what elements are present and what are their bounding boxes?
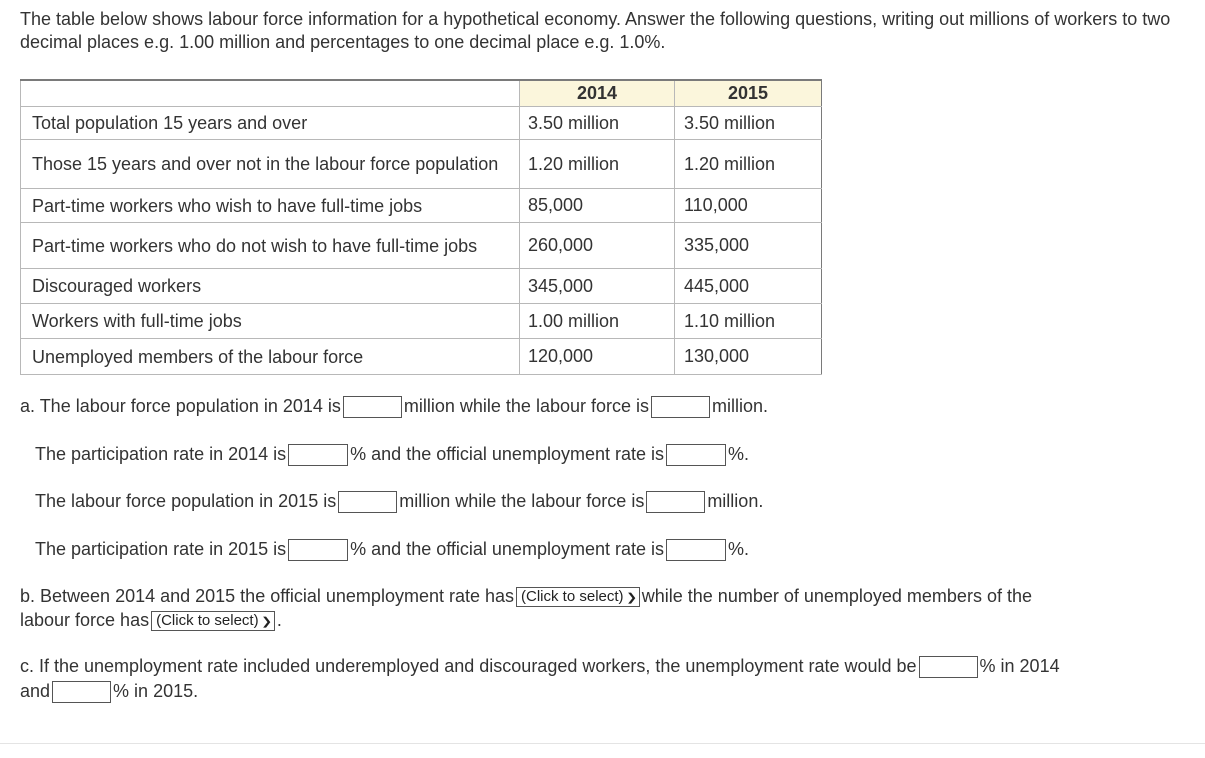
question-b-line-1 — [20, 585, 1032, 607]
table-row — [21, 189, 822, 223]
value-2015: 3.50 million — [675, 107, 822, 140]
unemployment-rate-2015-input[interactable] — [666, 539, 726, 561]
row-label: Unemployed members of the labour force — [21, 339, 520, 375]
broad-unemployment-rate-2014-input[interactable] — [919, 656, 978, 678]
question-a-line-4 — [35, 538, 749, 561]
value-2015: 445,000 — [675, 269, 822, 304]
row-label: Part-time workers who wish to have full-time jobs — [21, 189, 520, 223]
value-2015: 1.10 million — [675, 304, 822, 339]
row-label: Part-time workers who do not wish to have full-time jobs — [21, 223, 520, 269]
value-2014: 345,000 — [520, 269, 675, 304]
value-2015: 1.20 million — [675, 140, 822, 189]
question-text: million. — [707, 491, 764, 511]
chevron-down-icon: ❯ — [260, 616, 272, 629]
unemployment-rate-change-select[interactable] — [516, 587, 640, 607]
labour-force-2015-input[interactable] — [646, 491, 705, 513]
lf-population-2014-input[interactable] — [343, 396, 402, 418]
row-label: Discouraged workers — [21, 269, 520, 304]
divider — [0, 743, 1205, 744]
question-text: %. — [728, 539, 750, 559]
value-2014: 120,000 — [520, 339, 675, 375]
chevron-down-icon: ❯ — [625, 592, 637, 605]
value-2014: 3.50 million — [520, 107, 675, 140]
table-header-2015: 2015 — [675, 80, 822, 107]
row-label: Total population 15 years and over — [21, 107, 520, 140]
broad-unemployment-rate-2015-input[interactable] — [52, 681, 111, 703]
question-text: c. If the unemployment rate included underemployed and discouraged workers, the unemployment rate would be — [20, 656, 917, 676]
table-row — [21, 269, 822, 304]
value-2015: 335,000 — [675, 223, 822, 269]
question-text: a. The labour force population in 2014 is — [20, 396, 341, 416]
value-2014: 260,000 — [520, 223, 675, 269]
value-2015: 130,000 — [675, 339, 822, 375]
row-label: Those 15 years and over not in the labour force population — [21, 140, 520, 189]
table-header-2014: 2014 — [520, 80, 675, 107]
question-text: %. — [728, 444, 750, 464]
question-c-line-2 — [20, 680, 198, 703]
question-text: % in 2015. — [113, 681, 199, 701]
question-text: The participation rate in 2014 is — [35, 444, 287, 464]
question-c-line-1 — [20, 655, 1060, 678]
question-a-line-2 — [35, 443, 749, 466]
labour-force-2014-input[interactable] — [651, 396, 710, 418]
value-2014: 1.20 million — [520, 140, 675, 189]
participation-rate-2014-input[interactable] — [288, 444, 348, 466]
value-2014: 85,000 — [520, 189, 675, 223]
instructions: The table below shows labour force information for a hypothetical economy. Answer the following questions, writing out millions of workers to two decimal places e.g. 1.00 million and percentages to one decimal place e.g. 1.0%. — [20, 9, 1171, 52]
question-text: The participation rate in 2015 is — [35, 539, 287, 559]
question-text: while the number of unemployed members of the — [641, 586, 1032, 606]
question-text: labour force has — [20, 610, 150, 630]
table-row — [21, 140, 822, 189]
unemployed-members-change-select[interactable] — [151, 611, 275, 631]
table-row — [21, 223, 822, 269]
row-label: Workers with full-time jobs — [21, 304, 520, 339]
question-b-line-2 — [20, 609, 282, 631]
question-text: million while the labour force is — [403, 396, 649, 416]
value-2014: 1.00 million — [520, 304, 675, 339]
question-text: million. — [712, 396, 769, 416]
table-header-blank — [21, 80, 520, 107]
question-text: million while the labour force is — [399, 491, 645, 511]
participation-rate-2015-input[interactable] — [288, 539, 348, 561]
table-row — [21, 107, 822, 140]
question-text: and — [20, 681, 51, 701]
question-text: % and the official unemployment rate is — [350, 444, 664, 464]
question-text: . — [276, 610, 282, 630]
question-text: The labour force population in 2015 is — [35, 491, 337, 511]
select-label: (Click to select) — [521, 588, 624, 606]
question-text: % and the official unemployment rate is — [350, 539, 664, 559]
unemployment-rate-2014-input[interactable] — [666, 444, 726, 466]
select-label: (Click to select) — [156, 612, 259, 630]
question-a-line-1 — [20, 395, 768, 418]
labour-force-table — [20, 79, 822, 375]
table-row — [21, 339, 822, 375]
lf-population-2015-input[interactable] — [338, 491, 397, 513]
table-row — [21, 304, 822, 339]
question-text: b. Between 2014 and 2015 the official unemployment rate has — [20, 586, 515, 606]
question-a-line-3 — [35, 490, 763, 513]
value-2015: 110,000 — [675, 189, 822, 223]
question-text: % in 2014 — [979, 656, 1060, 676]
